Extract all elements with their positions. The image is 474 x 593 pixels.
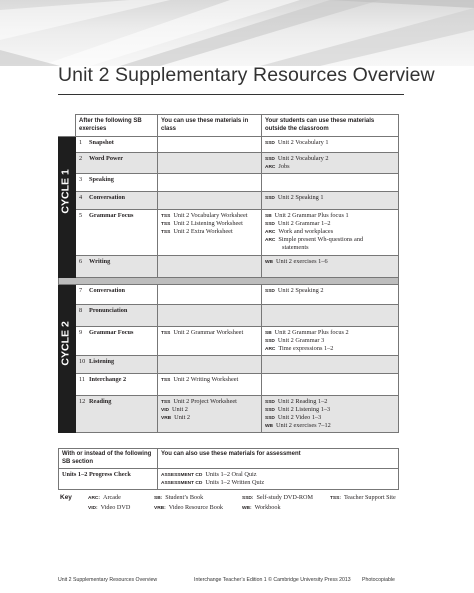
table-row <box>59 255 399 277</box>
assessment-row <box>59 469 399 490</box>
sb-exercise-cell: 12 Reading <box>76 395 158 432</box>
in-class-materials-cell <box>158 326 262 355</box>
key-item: TSS: Teacher Support Site <box>330 494 396 501</box>
material-item: SSD Unit 2 Video 1–3 <box>265 413 322 421</box>
sb-exercise-cell: 4 Conversation <box>76 191 158 209</box>
key-item: VRB: Video Resource Book <box>154 504 224 511</box>
in-class-materials-cell <box>158 355 262 373</box>
material-item: SB Unit 2 Grammar Plus focus 2 <box>265 328 349 336</box>
key-item: WB: Workbook <box>242 504 281 511</box>
outside-materials-cell <box>262 173 399 191</box>
material-item: statements <box>282 243 309 251</box>
material-item: SSD Unit 2 Grammar 3 <box>265 336 325 344</box>
material-item: WB Unit 2 exercises 1–6 <box>265 257 328 265</box>
outside-materials-cell <box>262 209 399 255</box>
table-row <box>59 304 399 326</box>
cycle-label: CYCLE 1 <box>59 137 76 278</box>
banner-graphic <box>0 0 474 66</box>
title-divider <box>58 94 404 95</box>
column-header-sb-exercises: After the following SB exercises <box>76 115 158 137</box>
sb-exercise-cell: 8 Pronunciation <box>76 304 158 326</box>
material-item: TSS Unit 2 Extra Worksheet <box>161 227 233 235</box>
material-item: SSD Unit 2 Vocabulary 2 <box>265 155 329 162</box>
material-item: VRB Unit 2 <box>161 413 191 421</box>
sb-exercise-cell: 5 Grammar Focus <box>76 209 158 255</box>
in-class-materials-cell <box>158 373 262 395</box>
material-item: SSD Unit 2 Reading 1–2 <box>265 397 328 405</box>
material-item: SSD Unit 2 Speaking 1 <box>265 193 324 201</box>
material-item: TSS Unit 2 Vocabulary Worksheet <box>161 211 248 219</box>
outside-materials-cell <box>262 326 399 355</box>
assessment-item: ASSESSMENT CD Units 1–2 Written Quiz <box>161 478 265 486</box>
cycle-separator <box>59 277 399 284</box>
assessment-header-right: You can also use these materials for assessment <box>158 449 399 469</box>
column-header-outside-class: Your students can use these materials outside the classroom <box>262 115 399 137</box>
in-class-materials-cell <box>158 173 262 191</box>
in-class-materials-cell <box>158 284 262 304</box>
key-item: SB: Student’s Book <box>154 494 204 501</box>
key-label: Key <box>60 494 72 501</box>
resources-table <box>58 114 399 433</box>
table-row <box>59 355 399 373</box>
outside-materials-cell <box>262 355 399 373</box>
key-item: SSD: Self-study DVD-ROM <box>242 494 314 501</box>
sb-exercise-cell: 3 Speaking <box>76 173 158 191</box>
sb-exercise-cell: 10 Listening <box>76 355 158 373</box>
table-row <box>59 395 399 432</box>
outside-materials-cell <box>262 395 399 432</box>
material-item: ARC Simple present Wh-questions and <box>265 235 364 243</box>
table-row <box>59 373 399 395</box>
material-item: TSS Unit 2 Writing Worksheet <box>161 375 239 383</box>
assessment-item: ASSESSMENT CD Units 1–2 Oral Quiz <box>161 471 257 478</box>
key-item: VID: Video DVD <box>88 504 131 511</box>
table-row <box>59 153 399 174</box>
material-item: TSS Unit 2 Listening Worksheet <box>161 219 243 227</box>
outside-materials-cell <box>262 137 399 153</box>
material-item: SSD Unit 2 Speaking 2 <box>265 286 324 294</box>
cycle-label: CYCLE 2 <box>59 284 76 432</box>
in-class-materials-cell <box>158 209 262 255</box>
material-item: SSD Unit 2 Vocabulary 1 <box>265 139 329 146</box>
table-row <box>59 284 399 304</box>
sb-exercise-cell: 9 Grammar Focus <box>76 326 158 355</box>
table-row <box>59 173 399 191</box>
in-class-materials-cell <box>158 395 262 432</box>
column-header-in-class: You can use these materials in class <box>158 115 262 137</box>
header-banner <box>0 0 474 66</box>
outside-materials-cell <box>262 153 399 174</box>
material-item: WB Unit 2 exercises 7–12 <box>265 421 331 429</box>
footer-right: Photocopiable <box>362 577 395 583</box>
table-row <box>59 209 399 255</box>
sb-exercise-cell: 6 Writing <box>76 255 158 277</box>
outside-materials-cell <box>262 191 399 209</box>
assessment-section: Units 1–2 Progress Check <box>59 469 158 490</box>
outside-materials-cell <box>262 373 399 395</box>
in-class-materials-cell <box>158 304 262 326</box>
sb-exercise-cell: 11 Interchange 2 <box>76 373 158 395</box>
material-item: SSD Unit 2 Listening 1–3 <box>265 405 331 413</box>
key-item: ARC: Arcade <box>88 494 121 501</box>
table-row <box>59 137 399 153</box>
table-row <box>59 326 399 355</box>
outside-materials-cell <box>262 255 399 277</box>
page-title: Unit 2 Supplementary Resources Overview <box>58 64 435 86</box>
material-item: ARC Work and workplaces <box>265 227 334 235</box>
sb-exercise-cell: 1 Snapshot <box>76 137 158 153</box>
material-item: SSD Unit 2 Grammar 1–2 <box>265 219 331 227</box>
material-item: ARC Jobs <box>265 162 290 170</box>
assessment-header-row <box>59 449 399 469</box>
in-class-materials-cell <box>158 191 262 209</box>
in-class-materials-cell <box>158 255 262 277</box>
assessment-materials <box>158 469 399 490</box>
outside-materials-cell <box>262 304 399 326</box>
footer-left: Unit 2 Supplementary Resources Overview <box>58 577 158 583</box>
assessment-table <box>58 448 399 490</box>
material-item: SB Unit 2 Grammar Plus focus 1 <box>265 211 349 219</box>
material-item: ARC Time expressions 1–2 <box>265 344 334 352</box>
in-class-materials-cell <box>158 137 262 153</box>
sb-exercise-cell: 7 Conversation <box>76 284 158 304</box>
footer-middle: Interchange Teacher’s Edition 1 © Cambridge University Press 2013 <box>194 577 351 583</box>
outside-materials-cell <box>262 284 399 304</box>
table-row <box>59 191 399 209</box>
assessment-header-left: With or instead of the following SB section <box>59 449 158 469</box>
in-class-materials-cell <box>158 153 262 174</box>
sb-exercise-cell: 2 Word Power <box>76 153 158 174</box>
material-item: VID Unit 2 <box>161 405 188 413</box>
material-item: TSS Unit 2 Grammar Worksheet <box>161 328 244 336</box>
material-item: TSS Unit 2 Project Worksheet <box>161 397 237 405</box>
table-header-row <box>59 115 399 137</box>
